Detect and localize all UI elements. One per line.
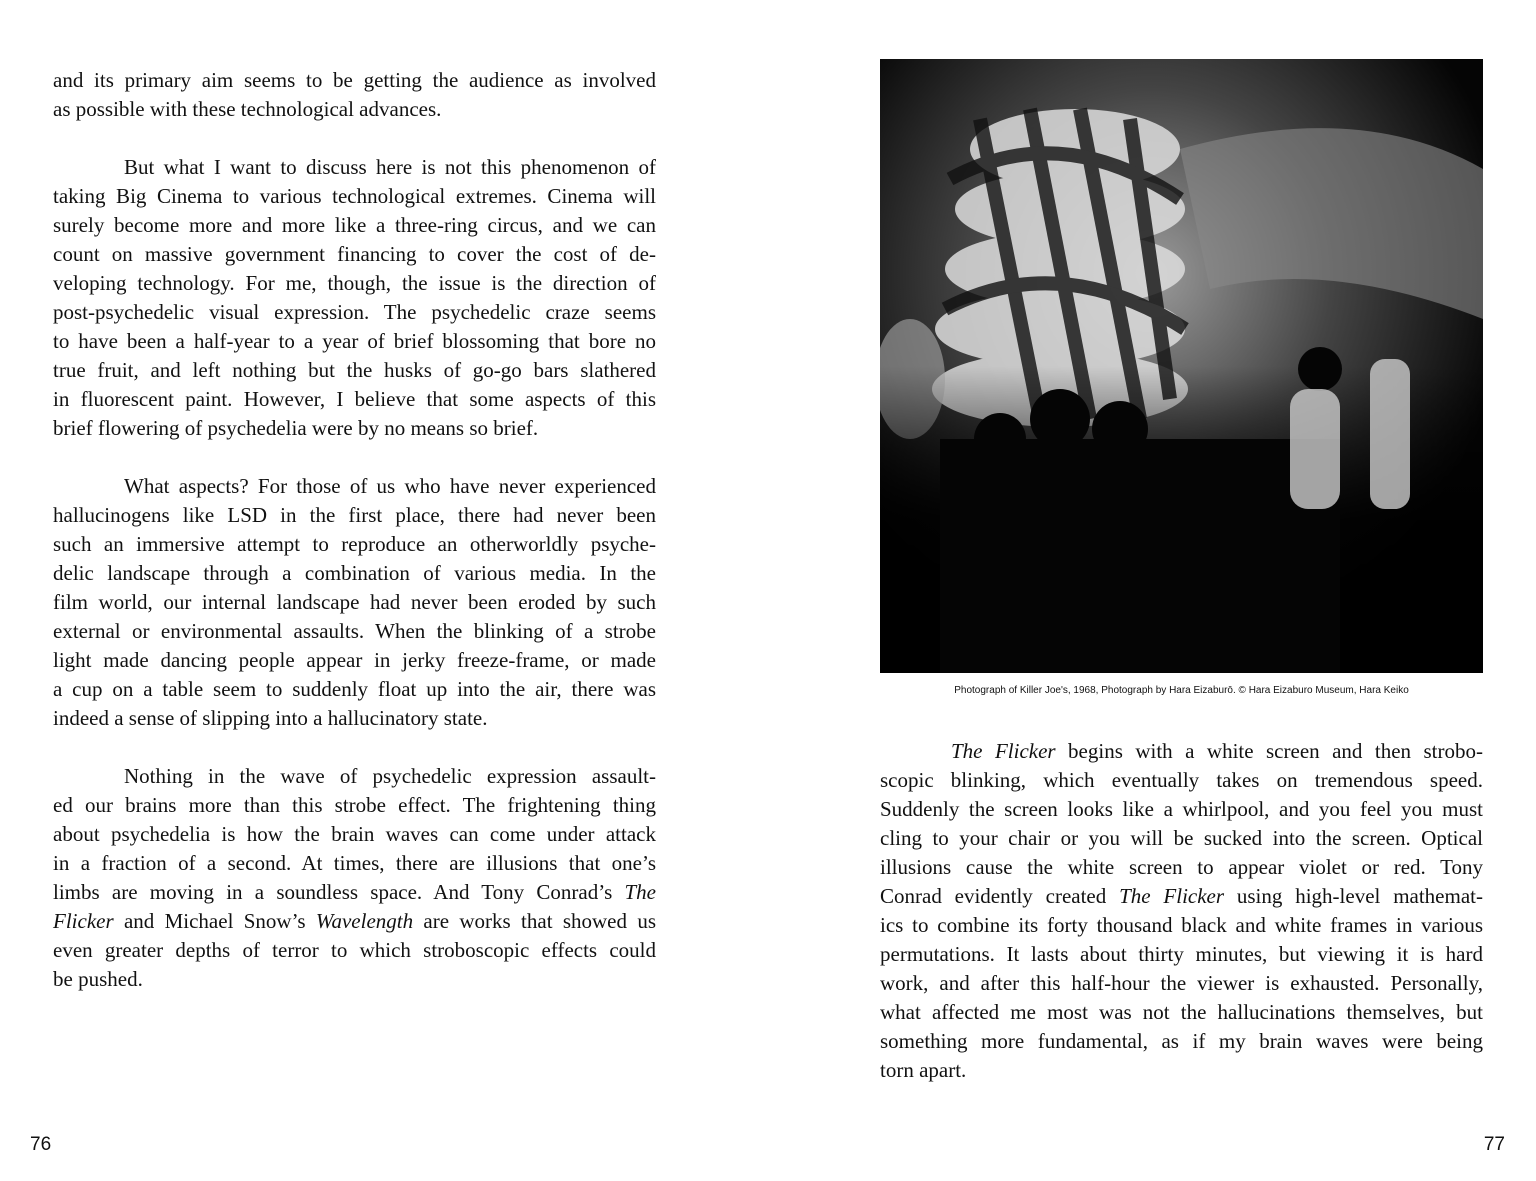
text-segment: in fluorescent paint. However, I believe that some aspects of this [53,387,656,411]
text-segment: brief flowering of psychedelia were by no means so brief. [53,416,539,440]
paragraph [53,153,656,443]
text-segment: Conrad evidently created [880,884,1120,908]
text-line [53,327,656,356]
text-segment: permutations. It lasts about thirty minutes, but viewing it is hard [880,942,1483,966]
text-line [53,791,656,820]
text-segment: be pushed. [53,967,143,991]
text-line [880,1027,1483,1056]
text-segment: and its primary aim seems to be getting the audience as involved [53,68,656,92]
paragraph [53,472,656,733]
paragraph [53,66,656,124]
text-segment: in a fraction of a second. At times, there are illusions that one’s [53,851,656,875]
italic-title: Wavelength [315,909,414,933]
text-line [53,820,656,849]
text-line [53,385,656,414]
italic-title: The [624,880,656,904]
text-line [53,472,656,501]
text-line [53,559,656,588]
text-line [53,298,656,327]
text-segment: indeed a sense of slipping into a hallucinatory state. [53,706,488,730]
photograph-killer-joes [880,59,1483,673]
text-line [53,501,656,530]
text-line [53,936,656,965]
text-segment: ed our brains more than this strobe effect. The frightening thing [53,793,656,817]
text-segment: begins with a white screen and then strobo- [1055,739,1483,763]
page-number-right: 77 [1483,1134,1505,1155]
text-line [53,211,656,240]
text-line [880,766,1483,795]
text-line [880,940,1483,969]
paragraph [880,737,1483,1085]
text-line [880,824,1483,853]
text-segment: delic landscape through a combination of various media. In the [53,561,656,585]
text-segment: a cup on a table seem to suddenly float up into the air, there was [53,677,656,701]
text-line [880,998,1483,1027]
text-segment: even greater depths of terror to which stroboscopic effects could [53,938,656,962]
paragraph [53,762,656,994]
text-line [53,762,656,791]
text-line [53,356,656,385]
text-segment: ics to combine its forty thousand black and white frames in various [880,913,1483,937]
text-segment: to have been a half-year to a year of brief blossoming that bore no [53,329,656,353]
text-segment: hallucinogens like LSD in the first place, there had never been [53,503,656,527]
text-segment: as possible with these technological advances. [53,97,442,121]
text-segment: Suddenly the screen looks like a whirlpool, and you feel you must [880,797,1483,821]
text-segment: post-psychedelic visual expression. The psychedelic craze seems [53,300,656,324]
text-line [880,795,1483,824]
text-line [53,907,656,936]
text-segment: are works that showed us [413,909,656,933]
text-line [53,530,656,559]
photo-caption: Photograph of Killer Joe's, 1968, Photograph by Hara Eizaburō. © Hara Eizaburo Museum, Hara Keiko [954,685,1409,696]
text-segment: surely become more and more like a three-ring circus, and we can [53,213,656,237]
text-line [53,269,656,298]
text-line [53,66,656,95]
text-line [53,675,656,704]
text-line [53,965,656,994]
text-line [880,882,1483,911]
italic-title: The Flicker [1119,884,1225,908]
text-line [880,853,1483,882]
text-line [53,849,656,878]
text-segment: illusions cause the white screen to appear violet or red. Tony [880,855,1483,879]
italic-title: The Flicker [951,739,1056,763]
text-line [53,588,656,617]
text-segment: cling to your chair or you will be sucked into the screen. Optical [880,826,1483,850]
text-segment: Nothing in the wave of psychedelic expression assault- [124,764,656,788]
text-segment: such an immersive attempt to reproduce an otherworldly psyche- [53,532,656,556]
text-segment: limbs are moving in a soundless space. And Tony Conrad’s [53,880,625,904]
text-segment: true fruit, and left nothing but the husks of go-go bars slathered [53,358,656,382]
text-line [53,878,656,907]
text-segment: external or environmental assaults. When the blinking of a strobe [53,619,656,643]
text-segment: torn apart. [880,1058,967,1082]
text-segment: what affected me most was not the hallucinations themselves, but [880,1000,1483,1024]
text-line [53,646,656,675]
text-line [53,182,656,211]
text-line [880,737,1483,766]
text-line [880,969,1483,998]
right-page-body [880,737,1483,1114]
text-segment: using high-level mathemat- [1224,884,1483,908]
text-segment: veloping technology. For me, though, the issue is the direction of [53,271,656,295]
text-segment: But what I want to discuss here is not this phenomenon of [124,155,656,179]
page-number-left: 76 [30,1134,52,1155]
text-segment: light made dancing people appear in jerky freeze-frame, or made [53,648,656,672]
text-segment: film world, our internal landscape had never been eroded by such [53,590,656,614]
text-line [53,617,656,646]
text-segment: work, and after this half-hour the viewer is exhausted. Personally, [880,971,1483,995]
text-segment: and Michael Snow’s [113,909,316,933]
photo-image [880,59,1483,673]
text-segment: taking Big Cinema to various technological extremes. Cinema will [53,184,656,208]
text-line [53,153,656,182]
italic-title: Flicker [53,909,114,933]
text-line [53,704,656,733]
text-line [53,414,656,443]
text-line [880,911,1483,940]
text-segment: scopic blinking, which eventually takes on tremendous speed. [880,768,1483,792]
text-segment: about psychedelia is how the brain waves can come under attack [53,822,656,846]
text-segment: What aspects? For those of us who have never experienced [124,474,656,498]
text-line [53,240,656,269]
text-segment: something more fundamental, as if my brain waves were being [880,1029,1483,1053]
text-line [53,95,656,124]
text-line [880,1056,1483,1085]
text-segment: count on massive government financing to cover the cost of de- [53,242,656,266]
left-page-body [53,66,656,1023]
